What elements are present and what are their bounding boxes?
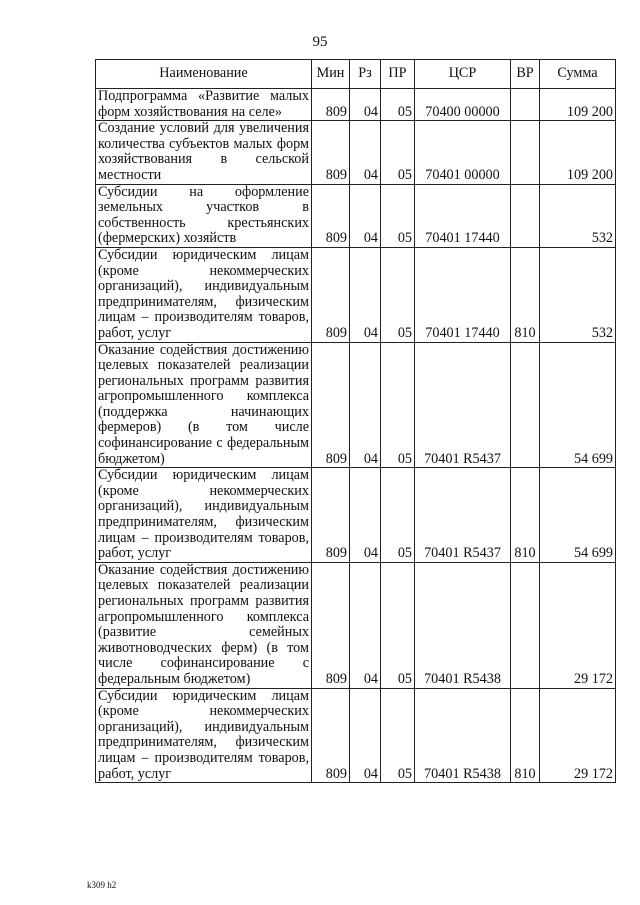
cell-name: Оказание содействия достижению целевых показателей реализации региональных программ развития агропромышленного комплекса (развитие семейных животноводческих ферм) (в том числе софинансирование с федеральным бюджетом) — [96, 562, 312, 688]
cell-rz: 04 — [350, 342, 381, 468]
cell-vr — [511, 121, 540, 184]
cell-min: 809 — [312, 342, 350, 468]
cell-sum: 532 — [540, 247, 616, 342]
header-vr: ВР — [511, 60, 540, 89]
header-csr: ЦСР — [415, 60, 511, 89]
header-pr: ПР — [381, 60, 415, 89]
table-row — [96, 562, 616, 688]
cell-rz: 04 — [350, 184, 381, 247]
cell-csr: 70401 00000 — [415, 121, 511, 184]
cell-csr: 70401 17440 — [415, 247, 511, 342]
cell-sum: 109 200 — [540, 121, 616, 184]
cell-pr: 05 — [381, 184, 415, 247]
cell-sum: 532 — [540, 184, 616, 247]
cell-sum: 54 699 — [540, 342, 616, 468]
cell-rz: 04 — [350, 247, 381, 342]
cell-min: 809 — [312, 562, 350, 688]
cell-name: Субсидии юридическим лицам (кроме некоммерческих организаций), индивидуальным предпринимателям, физическим лицам – производителям товаров, работ, услуг — [96, 688, 312, 783]
header-row — [96, 60, 616, 89]
table-row — [96, 89, 616, 121]
cell-pr: 05 — [381, 121, 415, 184]
cell-vr — [511, 89, 540, 121]
cell-min: 809 — [312, 688, 350, 783]
cell-min: 809 — [312, 184, 350, 247]
cell-rz: 04 — [350, 468, 381, 563]
cell-name: Создание условий для увеличения количества субъектов малых форм хозяйствования в сельской местности — [96, 121, 312, 184]
header-sum: Сумма — [540, 60, 616, 89]
table-row — [96, 688, 616, 783]
cell-min: 809 — [312, 468, 350, 563]
header-name: Наименование — [96, 60, 312, 89]
table-row — [96, 184, 616, 247]
cell-name: Подпрограмма «Развитие малых форм хозяйствования на селе» — [96, 89, 312, 121]
header-rz: Рз — [350, 60, 381, 89]
cell-vr: 810 — [511, 468, 540, 563]
cell-csr: 70401 R5437 — [415, 468, 511, 563]
cell-pr: 05 — [381, 468, 415, 563]
cell-pr: 05 — [381, 89, 415, 121]
budget-table — [95, 59, 616, 783]
cell-pr: 05 — [381, 247, 415, 342]
cell-vr — [511, 562, 540, 688]
cell-rz: 04 — [350, 688, 381, 783]
cell-pr: 05 — [381, 562, 415, 688]
cell-name: Оказание содействия достижению целевых показателей реализации региональных программ развития агропромышленного комплекса (поддержка начинающих фермеров) (в том числе софинансирование с федеральным бюджетом) — [96, 342, 312, 468]
cell-csr: 70400 00000 — [415, 89, 511, 121]
header-min: Мин — [312, 60, 350, 89]
cell-rz: 04 — [350, 121, 381, 184]
cell-csr: 70401 R5438 — [415, 562, 511, 688]
cell-rz: 04 — [350, 89, 381, 121]
cell-sum: 29 172 — [540, 688, 616, 783]
table-row — [96, 121, 616, 184]
page-number: 95 — [312, 34, 328, 50]
cell-sum: 29 172 — [540, 562, 616, 688]
cell-pr: 05 — [381, 342, 415, 468]
cell-pr: 05 — [381, 688, 415, 783]
table-body — [96, 89, 616, 783]
cell-csr: 70401 R5438 — [415, 688, 511, 783]
table-row — [96, 468, 616, 563]
cell-rz: 04 — [350, 562, 381, 688]
footer-code: k309 h2 — [87, 880, 117, 890]
cell-csr: 70401 17440 — [415, 184, 511, 247]
table-row — [96, 247, 616, 342]
cell-min: 809 — [312, 89, 350, 121]
cell-vr — [511, 342, 540, 468]
cell-name: Субсидии на оформление земельных участков в собственность крестьянских (фермерских) хозяйств — [96, 184, 312, 247]
cell-vr: 810 — [511, 247, 540, 342]
cell-name: Субсидии юридическим лицам (кроме некоммерческих организаций), индивидуальным предпринимателям, физическим лицам – производителям товаров, работ, услуг — [96, 468, 312, 563]
cell-vr — [511, 184, 540, 247]
cell-vr: 810 — [511, 688, 540, 783]
cell-min: 809 — [312, 247, 350, 342]
cell-name: Субсидии юридическим лицам (кроме некоммерческих организаций), индивидуальным предпринимателям, физическим лицам – производителям товаров, работ, услуг — [96, 247, 312, 342]
cell-csr: 70401 R5437 — [415, 342, 511, 468]
cell-sum: 54 699 — [540, 468, 616, 563]
cell-min: 809 — [312, 121, 350, 184]
cell-sum: 109 200 — [540, 89, 616, 121]
table-header — [96, 60, 616, 89]
table-row — [96, 342, 616, 468]
